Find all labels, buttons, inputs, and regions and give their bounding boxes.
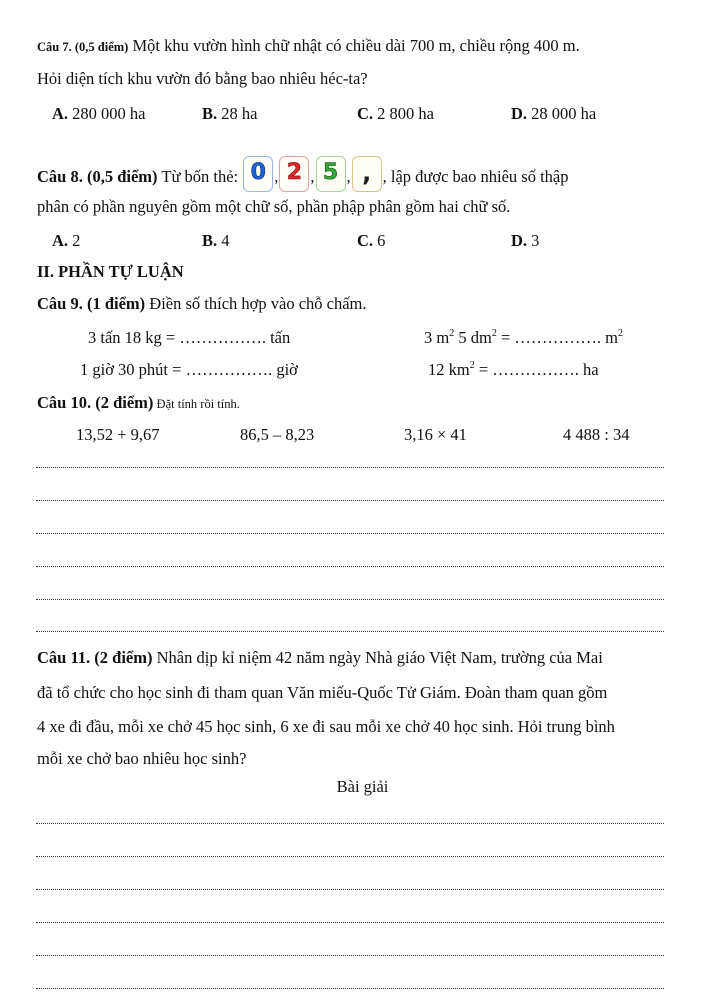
- q7-option-b: B. 28 ha: [202, 104, 258, 123]
- q11-line1: Câu 11. (2 điểm) Nhân dịp kỉ niệm 42 năm ngày Nhà giáo Việt Nam, trường của Mai: [37, 648, 603, 667]
- q9-line1: Câu 9. (1 điểm) Điền số thích hợp vào chỗ chấm.: [37, 294, 367, 313]
- answer-line: [36, 631, 664, 632]
- q8-option-a: A. 2: [52, 231, 81, 250]
- card-5: 5: [316, 156, 346, 192]
- q7-option-d: D. 28 000 ha: [511, 104, 597, 123]
- q10-expr-2: 86,5 – 8,23: [240, 425, 315, 444]
- q9-item-2: 3 $m^2$ 5 $dm^2$ = ……………. $m^2$: [424, 327, 623, 347]
- q8-line2: phân có phần nguyên gồm một chữ số, phần phập phân gồm hai chữ số.: [37, 197, 511, 216]
- answer-line: [36, 823, 664, 824]
- q7-option-a: A. 280 000 ha: [52, 104, 146, 123]
- q10-expr-4: 4 488 : 34: [563, 425, 630, 444]
- answer-line: [36, 566, 664, 567]
- card-2: 2: [279, 156, 309, 192]
- q9-item-4: 12 $km^2$ = ……………. ha: [428, 359, 599, 379]
- q11-line3: 4 xe đi đầu, mỗi xe chở 45 học sinh, 6 xe đi sau mỗi xe chở 40 học sinh. Hỏi trung bình: [37, 717, 615, 736]
- q8-label: Câu 8. (0,5 điểm): [37, 166, 158, 186]
- answer-line: [36, 955, 664, 956]
- q10-line1: Câu 10. (2 điểm) Đặt tính rồi tính.: [37, 393, 240, 412]
- q10-label: Câu 10. (2 điểm): [37, 393, 154, 412]
- q9-item-3: 1 giờ 30 phút = ……………. giờ: [80, 360, 298, 379]
- answer-line: [36, 856, 664, 857]
- q11-label: Câu 11. (2 điểm): [37, 648, 153, 667]
- answer-line: [36, 533, 664, 534]
- q10-expr-3: 3,16 × 41: [404, 425, 467, 444]
- answer-line: [36, 467, 664, 468]
- q8-line1: Câu 8. (0,5 điểm) Từ bốn thẻ: 0 , 2 , 5 , , , lập được bao nhiêu số thập: [37, 160, 568, 196]
- answer-line: [36, 988, 664, 989]
- card-0: 0: [243, 156, 273, 192]
- q11-line2: đã tổ chức cho học sinh đi tham quan Văn miếu-Quốc Tử Giám. Đoàn tham quan gồm: [37, 683, 608, 702]
- q7-line1: [37, 36, 580, 56]
- q8-option-d: D. 3: [511, 231, 540, 250]
- q11-line4: mỗi xe chở bao nhiêu học sinh?: [37, 749, 247, 768]
- section-heading: II. PHẦN TỰ LUẬN: [37, 262, 184, 281]
- answer-line: [36, 889, 664, 890]
- q7-text: Một khu vườn hình chữ nhật có chiều dài 700 m, chiều rộng 400 m.: [128, 36, 580, 55]
- q10-expr-1: 13,52 + 9,67: [76, 425, 160, 444]
- answer-line: [36, 599, 664, 600]
- q7-line2: Hỏi diện tích khu vườn đó bằng bao nhiêu héc-ta?: [37, 69, 368, 88]
- solution-title: Bài giải: [336, 777, 389, 796]
- q8-option-b: B. 4: [202, 231, 230, 250]
- q8-option-c: C. 6: [357, 231, 386, 250]
- q9-item-1: 3 tấn 18 kg = ……………. tấn: [88, 328, 291, 347]
- q7-label: Câu 7. (0,5 điểm): [37, 40, 129, 54]
- q9-label: Câu 9. (1 điểm): [37, 294, 146, 313]
- answer-line: [36, 922, 664, 923]
- q7-option-c: C. 2 800 ha: [357, 104, 434, 123]
- card-comma: ,: [352, 156, 382, 192]
- answer-line: [36, 500, 664, 501]
